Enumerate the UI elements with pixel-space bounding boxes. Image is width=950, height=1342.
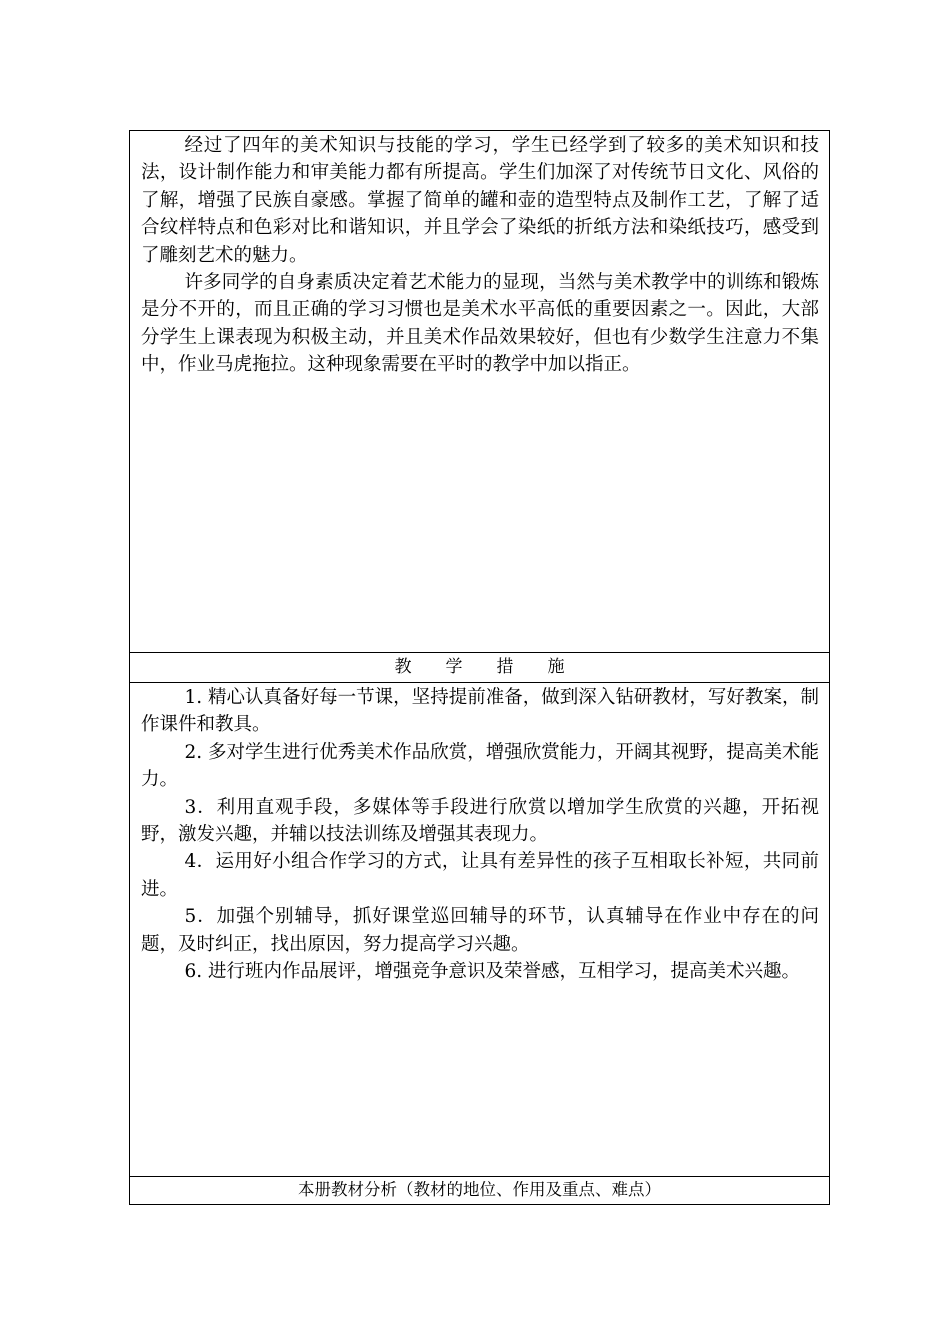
teaching-measures-list — [130, 683, 829, 985]
analysis-paragraph: 许多同学的自身素质决定着艺术能力的显现，当然与美术教学中的训练和锻炼是分不开的，而且正确的学习习惯也是美术水平高低的重要因素之一。因此，大部分学生上课表现为积极主动，并且美术作品效果较好，但也有少数学生注意力不集中，作业马虎拖拉。这种现象需要在平时的教学中加以指正。 — [141, 272, 819, 376]
teaching-measures-cell — [130, 683, 829, 1177]
measure-item: 6. 进行班内作品展评，增强竞争意识及荣誉感，互相学习，提高美术兴趣。 — [184, 961, 801, 983]
analysis-paragraph: 经过了四年的美术知识与技能的学习，学生已经学到了较多的美术知识和技法，设计制作能力和审美能力都有所提高。学生们加深了对传统节日文化、风俗的了解，增强了民族自豪感。掌握了简单的罐和壶的造型特点及制作工艺，了解了适合纹样特点和色彩对比和谐知识，并且学会了染纸的折纸方法和染纸技巧，感受到了雕刻艺术的魅力。 — [141, 135, 819, 266]
measure-item: 4．运用好小组合作学习的方式，让具有差异性的孩子互相取长补短，共同前进。 — [141, 851, 819, 900]
plan-table — [129, 130, 830, 1205]
section-heading-teaching-measures: 教学措施 — [130, 653, 829, 683]
textbook-analysis-heading: 本册教材分析（教材的地位、作用及重点、难点） — [298, 1180, 661, 1199]
student-analysis-cell — [130, 131, 829, 653]
student-analysis-text — [130, 131, 829, 379]
measure-item: 5．加强个别辅导，抓好课堂巡回辅导的环节，认真辅导在作业中存在的问题，及时纠正，找出原因，努力提高学习兴趣。 — [141, 906, 819, 955]
measure-item: 3．利用直观手段，多媒体等手段进行欣赏以增加学生欣赏的兴趣，开拓视野，激发兴趣，并辅以技法训练及增强其表现力。 — [141, 796, 819, 846]
measure-item: 1. 精心认真备好每一节课，坚持提前准备，做到深入钻研教材，写好教案，制作课件和教具。 — [141, 687, 819, 736]
measure-item: 2. 多对学生进行优秀美术作品欣赏，增强欣赏能力，开阔其视野，提高美术能力。 — [141, 741, 819, 791]
